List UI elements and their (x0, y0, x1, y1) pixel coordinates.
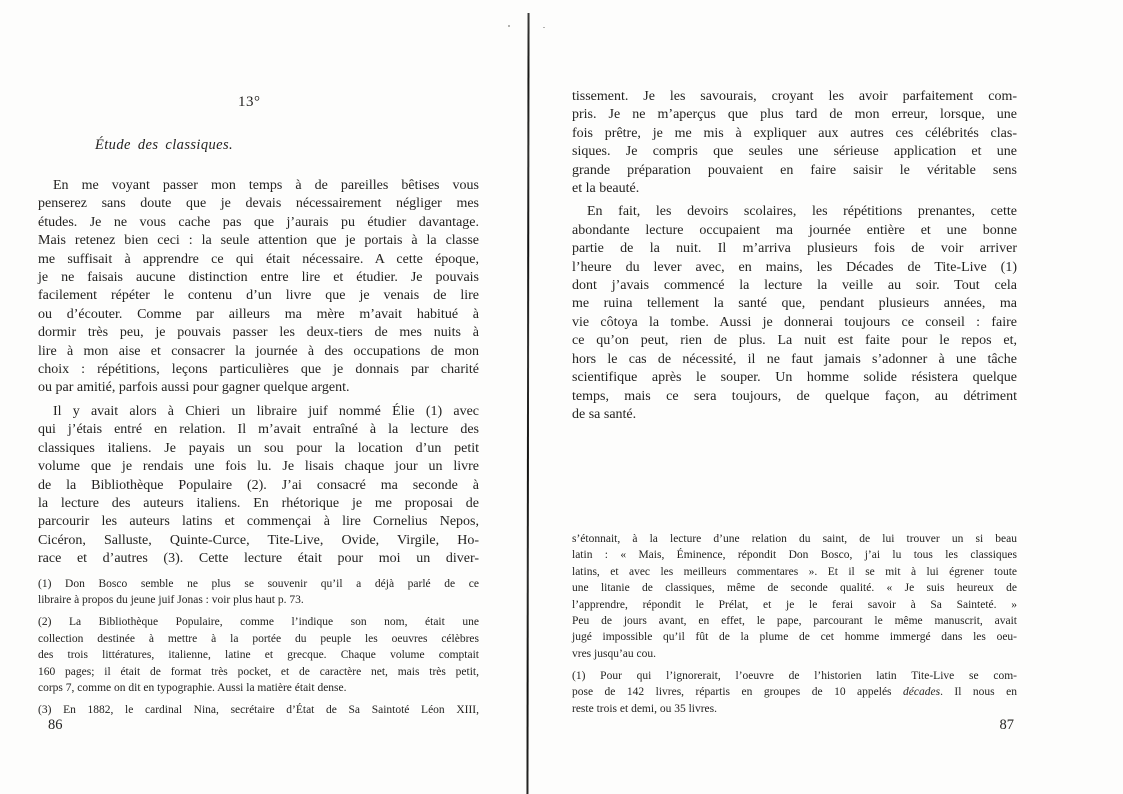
footnote: s’étonnait, à la lecture d’une relation du saint, de lui trouver un si beau latin : « Mais, Éminence, répondit Don Bosco, j’ai lu tous les classiques latins, et avec les meilleurs commentares ». Et il se mit à lui égrener toute une litanie de classiques, même de seconde qualité. « Je suis heureux de l’apprendre, répondit le Prélat, et je le ferai savoir à Sa Sainteté. » Peu de jours avant, en effet, le pape, parcourant le même manuscrit, avait jugé impossible qu’il fût de la plume de cet homme immergé dans les oeu- vres jusqu’au cou. (572, 533, 1017, 660)
left-footnotes (38, 576, 479, 724)
right-body-text (572, 88, 1017, 429)
paragraph: En fait, les devoirs scolaires, les répétitions prenantes, cette abondante lecture occupaient ma journée entière et une bonne partie de la nuit. Il m’arriva plusieurs fois de voir arriver l’heure du lever avec, en mains, les Décades de Tite-Live (1) dont j’avais commencé la lecture la veille au soir. Tout cela me ruina tellement la santé que, pendant plusieurs années, ma vie côtoya la tombe. Aussi je donnerai toujours ce conseil : faire ce qu’on peut, rien de plus. La nuit est faite pour le repos et, hors le cas de nécessité, il ne faut jamais s’adonner à une tâche scientifique après le souper. Un homme solide résistera quelque temps, mais ce sera toujours, de quelque façon, au détriment de sa santé. (572, 204, 1017, 422)
section-title: Étude des classiques. (95, 137, 234, 153)
left-body-text (38, 177, 479, 574)
right-footnotes (572, 531, 1017, 722)
page-number-right: 87 (999, 717, 1014, 733)
footnote: (2) La Bibliothèque Populaire, comme l’indique son nom, était une collection destinée à mettre à la portée du peuple les oeuvres célèbres des trois littératures, italienne, latine et grecque. Chaque volume comptait 160 pages; il était de format très pocket, et de caractère net, mais très petit, corps 7, comme on dit en typographie. Aussi la matière était dense. (38, 616, 479, 694)
paragraph: Il y avait alors à Chieri un libraire juif nommé Élie (1) avec qui j’étais entré en relation. Il m’avait entraîné à la lecture des classiques italiens. Je payais un sou pour la location d’un petit volume que je rendais une fois lu. Je lisais chaque jour un livre de la Bibliothèque Populaire (2). J’ai consacré ma seconde à la lecture des auteurs italiens. En rhétorique je me proposai de parcourir les auteurs latins et commençai à lire Cornelius Nepos, Cicéron, Salluste, Quinte-Curce, Tite-Live, Ovide, Virgile, Ho- race et d’autres (3). Cette lecture était pour moi un diver- (38, 403, 479, 567)
footnote: (1) Don Bosco semble ne plus se souvenir qu’il a déjà parlé de ce libraire à propos du jeune juif Jonas : voir plus haut p. 73. (38, 578, 479, 607)
chapter-number: 13° (238, 94, 261, 110)
paragraph: En me voyant passer mon temps à de pareilles bêtises vous penserez sans doute que je devais nécessairement négliger mes études. Je ne vous cache pas que j’aurais pu étudier davantage. Mais retenez bien ceci : la seule attention que je portais à la classe me suffisait à apprendre ce qui était nécessaire. A cette époque, je ne faisais aucune distinction entre lire et étudier. Je pouvais facilement répéter le contenu d’un livre que je venais de lire ou d’écouter. Comme par ailleurs ma mère m’avait habitué à dormir très peu, je pouvais passer les deux-tiers de mes nuits à lire à mon aise et consacrer la journée à des occupations de mon choix : répétitions, leçons particulières que je donnais par charité ou par amitié, parfois aussi pour gagner quelque argent. (38, 178, 479, 396)
paragraph: tissement. Je les savourais, croyant les avoir parfaitement com- pris. Je ne m’aperçus que plus tard de mon erreur, lorsque, une fois prêtre, je me mis à expliquer aux autres ces célébrités clas- siques. Je compris que seules une sérieuse application et une grande préparation pouvaient en faire saisir le véritable sens et la beauté. (572, 89, 1017, 197)
scan-speck (508, 25, 510, 27)
page-number-left: 86 (48, 717, 63, 733)
footnote: (1) Pour qui l’ignorerait, l’oeuvre de l’historien latin Tite-Live se com- pose de 142 livres, répartis en groupes de 10 appelés décades. Il nous en reste trois et demi, ou 35 livres. (572, 669, 1017, 715)
gutter-line (526, 13, 529, 794)
footnote: (3) En 1882, le cardinal Nina, secrétaire d’État de Sa Saintoté Léon XIII, (38, 703, 479, 716)
scan-speck (543, 27, 545, 28)
